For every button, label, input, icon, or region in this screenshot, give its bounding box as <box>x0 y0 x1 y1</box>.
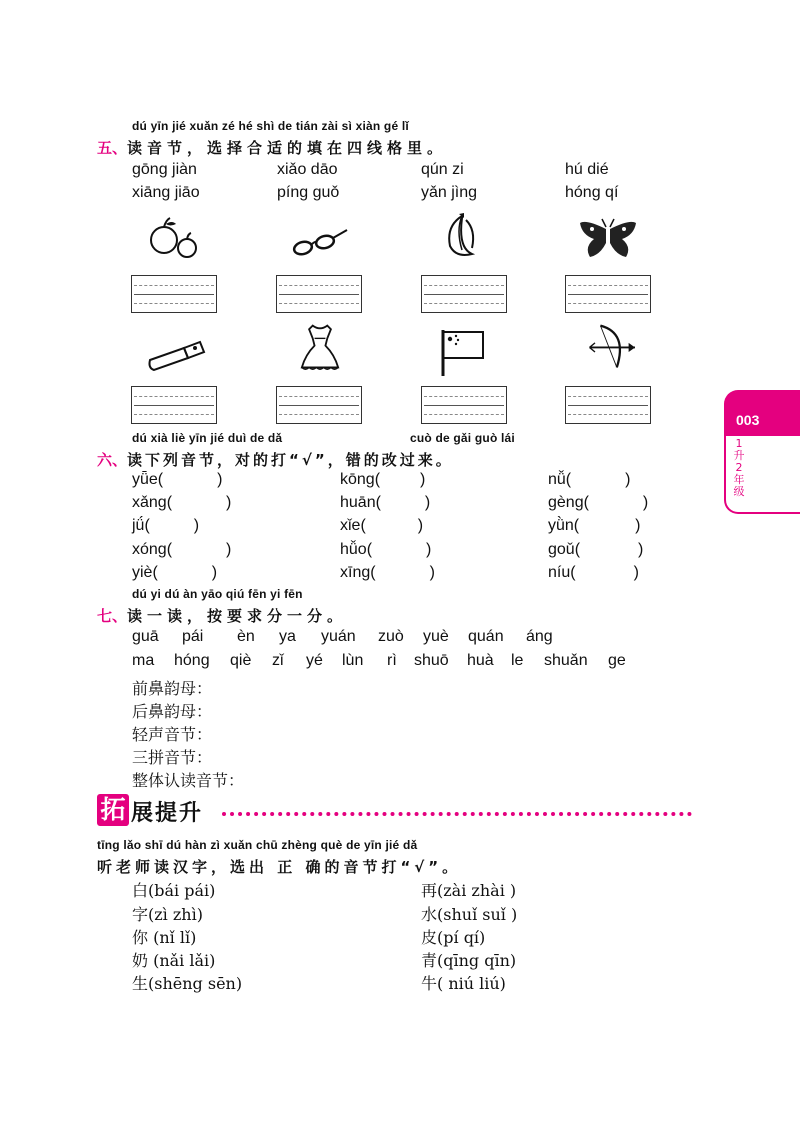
check-item[interactable]: xǐe( ) <box>340 517 424 534</box>
sort-syllable: rì <box>387 652 397 669</box>
syllable: hú dié <box>565 161 609 178</box>
writing-grid[interactable] <box>131 275 217 313</box>
sort-row-1 <box>132 628 553 646</box>
writing-grid[interactable] <box>276 275 362 313</box>
syllable: xiāng jiāo <box>132 184 200 201</box>
category-label: 轻声音节： <box>132 725 213 744</box>
syllable: gōng jiàn <box>132 161 197 178</box>
extension-heading: 展提升 <box>131 801 204 826</box>
sort-syllable: yé <box>306 652 323 669</box>
choice-item[interactable]: 白(bái pái) <box>132 881 216 900</box>
sec6-pinyin-a: dú xià liè yīn jié duì de dǎ <box>132 431 283 445</box>
sort-syllable: ma <box>132 652 155 669</box>
dress-icon <box>290 322 350 372</box>
syllable: xiǎo dāo <box>277 161 338 178</box>
choice-item[interactable]: 字(zì zhì) <box>132 905 203 924</box>
category-label: 三拼音节： <box>132 748 213 767</box>
page-number: 003 <box>736 412 760 428</box>
check-item[interactable]: kōng( ) <box>340 471 426 488</box>
writing-grid[interactable] <box>421 386 507 424</box>
writing-grid[interactable] <box>565 386 651 424</box>
sort-syllable: lùn <box>342 652 364 669</box>
choice-item[interactable]: 水(shuǐ suǐ ) <box>421 905 518 924</box>
check-item[interactable]: yǜn( ) <box>548 517 641 534</box>
sort-syllable: le <box>511 652 524 669</box>
sort-syllable: huà <box>467 652 494 669</box>
writing-grid[interactable] <box>421 275 507 313</box>
butterfly-icon <box>578 215 638 265</box>
sec6-pinyin-b: cuò de gǎi guò lái <box>410 431 515 445</box>
sec6-title-text: 读下列音节，对的打“√”，错的改过来。 <box>127 451 454 469</box>
category-label: 前鼻韵母： <box>132 679 213 698</box>
syllable: hóng qí <box>565 184 619 201</box>
sec5-pinyin: dú yīn jié xuǎn zé hé shì de tián zài sì xiàn gé lǐ <box>132 119 409 133</box>
ext-pinyin: tīng lǎo shī dú hàn zì xuǎn chū zhèng què de yīn jié dǎ <box>97 838 418 852</box>
check-item[interactable]: xǎng( ) <box>132 494 232 511</box>
sort-syllable: zǐ <box>272 652 284 669</box>
check-item[interactable]: jǘ( ) <box>132 517 200 534</box>
check-item[interactable]: goǔ( ) <box>548 541 644 558</box>
check-item[interactable]: yǖe( ) <box>132 471 223 488</box>
sort-syllable: guā <box>132 628 159 645</box>
bananas-icon <box>432 212 492 262</box>
sort-syllable: pái <box>182 628 204 645</box>
check-item[interactable]: níu( ) <box>548 564 639 581</box>
sort-syllable: ya <box>279 628 296 645</box>
glasses-icon <box>289 218 349 268</box>
sec5-title <box>97 137 447 158</box>
check-item[interactable]: gèng( ) <box>548 494 649 511</box>
category-label: 整体认读音节： <box>132 771 245 790</box>
sort-syllable: shuǎn <box>544 652 588 669</box>
page-tab <box>724 390 800 514</box>
sort-syllable: quán <box>468 628 504 645</box>
sort-syllable: hóng <box>174 652 210 669</box>
choice-item[interactable]: 青(qīng qīn) <box>421 951 517 970</box>
sec7-title <box>97 605 347 626</box>
choice-item[interactable]: 你 (nǐ lǐ) <box>132 928 197 947</box>
category-label: 后鼻韵母： <box>132 702 213 721</box>
writing-grid[interactable] <box>131 386 217 424</box>
bow-and-arrow-icon <box>585 322 645 372</box>
sort-syllable: yuè <box>423 628 449 645</box>
choice-item[interactable]: 生(shēng sēn) <box>132 974 243 993</box>
check-item[interactable]: huān( ) <box>340 494 431 511</box>
dotted-divider <box>222 812 692 816</box>
writing-grid[interactable] <box>276 386 362 424</box>
check-item[interactable]: hǚo( ) <box>340 541 432 558</box>
sec5-number: 五、 <box>97 139 128 157</box>
knife-icon <box>146 330 206 380</box>
sec6-number: 六、 <box>97 451 128 469</box>
choice-item[interactable]: 奶 (nǎi lǎi) <box>132 951 216 970</box>
check-item[interactable]: xóng( ) <box>132 541 232 558</box>
check-item[interactable]: xīng( ) <box>340 564 435 581</box>
sec6-title <box>97 449 454 470</box>
choice-item[interactable]: 再(zài zhài ) <box>421 881 517 900</box>
writing-grid[interactable] <box>565 275 651 313</box>
choice-item[interactable]: 牛( niú liú) <box>421 974 506 993</box>
apples-icon <box>142 215 202 265</box>
sec7-number: 七、 <box>97 607 128 625</box>
sort-row-2 <box>132 652 626 670</box>
ext-instruction: 听老师读汉字，选出 正 确的音节打“√”。 <box>97 858 462 876</box>
sort-syllable: qiè <box>230 652 252 669</box>
sort-syllable: ge <box>608 652 626 669</box>
check-item[interactable]: yiè( ) <box>132 564 218 581</box>
sort-syllable: yuán <box>321 628 356 645</box>
sort-syllable: èn <box>237 628 255 645</box>
check-item[interactable]: nǚ( ) <box>548 471 631 488</box>
sort-syllable: zuò <box>378 628 404 645</box>
extension-badge: 拓 <box>97 794 129 826</box>
sort-syllable: shuō <box>414 652 449 669</box>
choice-item[interactable]: 皮(pí qí) <box>421 928 486 947</box>
grade-label: 1升2年级 <box>733 437 745 498</box>
syllable: píng guǒ <box>277 184 340 201</box>
syllable: yǎn jìng <box>421 184 478 201</box>
sec7-pinyin: dú yi dú àn yāo qiú fēn yi fēn <box>132 587 303 601</box>
sec5-title-text: 读音节，选择合适的填在四线格里。 <box>127 139 448 157</box>
syllable: qún zi <box>421 161 464 178</box>
sort-syllable: áng <box>526 628 553 645</box>
sec7-title-text: 读一读，按要求分一分。 <box>127 607 348 625</box>
red-flag-icon <box>438 328 498 378</box>
